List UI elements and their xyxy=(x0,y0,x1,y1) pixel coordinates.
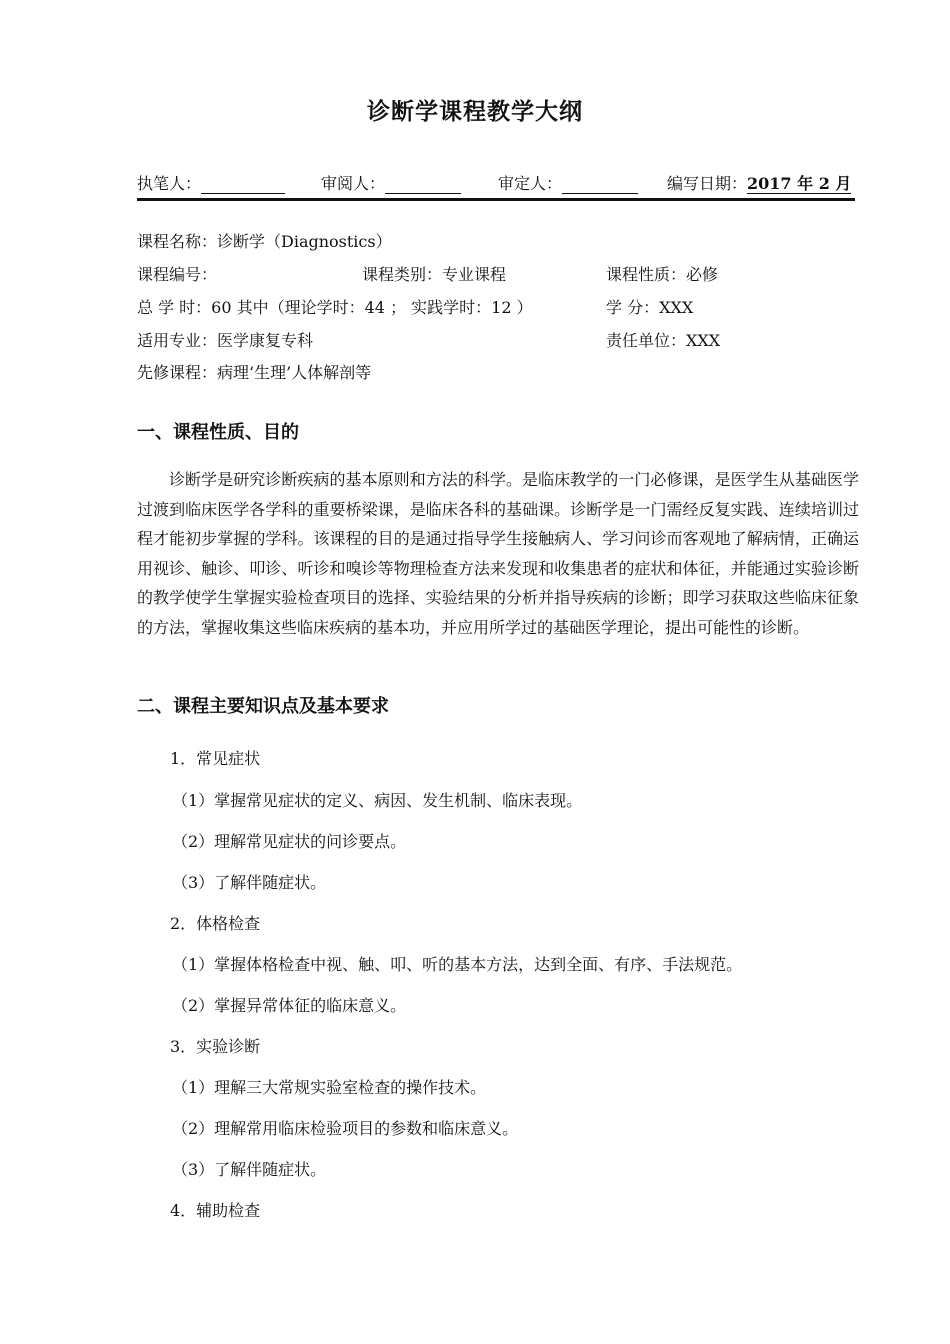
topic-item: （3）了解伴随症状。 xyxy=(172,873,327,892)
topic-title: 2．体格检查 xyxy=(170,914,261,933)
reviewer-field xyxy=(321,171,461,194)
course-hours: 总 学 时：60 其中（理论学时：44 ； 实践学时：12 ） xyxy=(137,298,533,317)
reviewer-label: 审阅人： xyxy=(321,174,386,193)
course-name: 课程名称：诊断学（Diagnostics） xyxy=(137,232,392,251)
course-major: 适用专业：医学康复专科 xyxy=(137,331,314,350)
topic-title: 1．常见症状 xyxy=(170,749,261,768)
topic-title: 4．辅助检查 xyxy=(170,1201,261,1220)
section1-paragraph: 诊断学是研究诊断疾病的基本原则和方法的科学。是临床教学的一门必修课，是医学生从基础医学过渡到临床医学各学科的重要桥梁课，是临床各科的基础课。诊断学是一门需经反复实践、连续培训过程才能初步掌握的学科。该课程的目的是通过指导学生接触病人、学习问诊而客观地了解病情，正确运用视诊、触诊、叩诊、听诊和嗅诊等物理检查方法来发现和收集患者的症状和体征，并能通过实验诊断的教学使学生掌握实验检查项目的选择、实验结果的分析并指导疾病的诊断；即学习获取这些临床征象的方法，掌握收集这些临床疾病的基本功，并应用所学过的基础医学理论，提出可能性的诊断。 xyxy=(137,470,859,637)
section1-heading: 一、课程性质、目的 xyxy=(137,422,299,443)
section2-heading: 二、课程主要知识点及基本要求 xyxy=(137,696,389,717)
course-unit: 责任单位：XXX xyxy=(606,331,721,350)
course-code: 课程编号： xyxy=(137,265,218,284)
author-blank xyxy=(201,175,285,194)
signature-row xyxy=(137,171,855,195)
topic-item: （1）掌握常见症状的定义、病因、发生机制、临床表现。 xyxy=(172,791,583,810)
topic-item: （3）了解伴随症状。 xyxy=(172,1160,327,1179)
topic-item: （2）掌握异常体征的临床意义。 xyxy=(172,996,407,1015)
course-nature: 课程性质：必修 xyxy=(606,265,719,284)
topic-item: （1）理解三大常规实验室检查的操作技术。 xyxy=(172,1078,487,1097)
approver-field xyxy=(498,171,638,194)
topic-title: 3．实验诊断 xyxy=(170,1037,261,1056)
approver-blank xyxy=(562,175,638,194)
date-value: 2017 年 2 月 xyxy=(747,174,852,193)
course-prerequisites: 先修课程：病理‘生理’人体解剖等 xyxy=(137,363,372,382)
topic-item: （1）掌握体格检查中视、触、叩、听的基本方法，达到全面、有序、手法规范。 xyxy=(172,955,743,974)
page-title: 诊断学课程教学大纲 xyxy=(367,99,583,125)
course-credits: 学 分：XXX xyxy=(606,298,694,317)
date-label: 编写日期： xyxy=(667,174,748,193)
author-field xyxy=(137,171,285,194)
reviewer-blank xyxy=(385,175,461,194)
author-label: 执笔人： xyxy=(137,174,202,193)
header-rule xyxy=(137,198,855,201)
topic-item: （2）理解常用临床检验项目的参数和临床意义。 xyxy=(172,1119,519,1138)
date-field xyxy=(667,171,851,194)
approver-label: 审定人： xyxy=(498,174,563,193)
course-category: 课程类别：专业课程 xyxy=(362,265,507,284)
topic-item: （2）理解常见症状的问诊要点。 xyxy=(172,832,407,851)
